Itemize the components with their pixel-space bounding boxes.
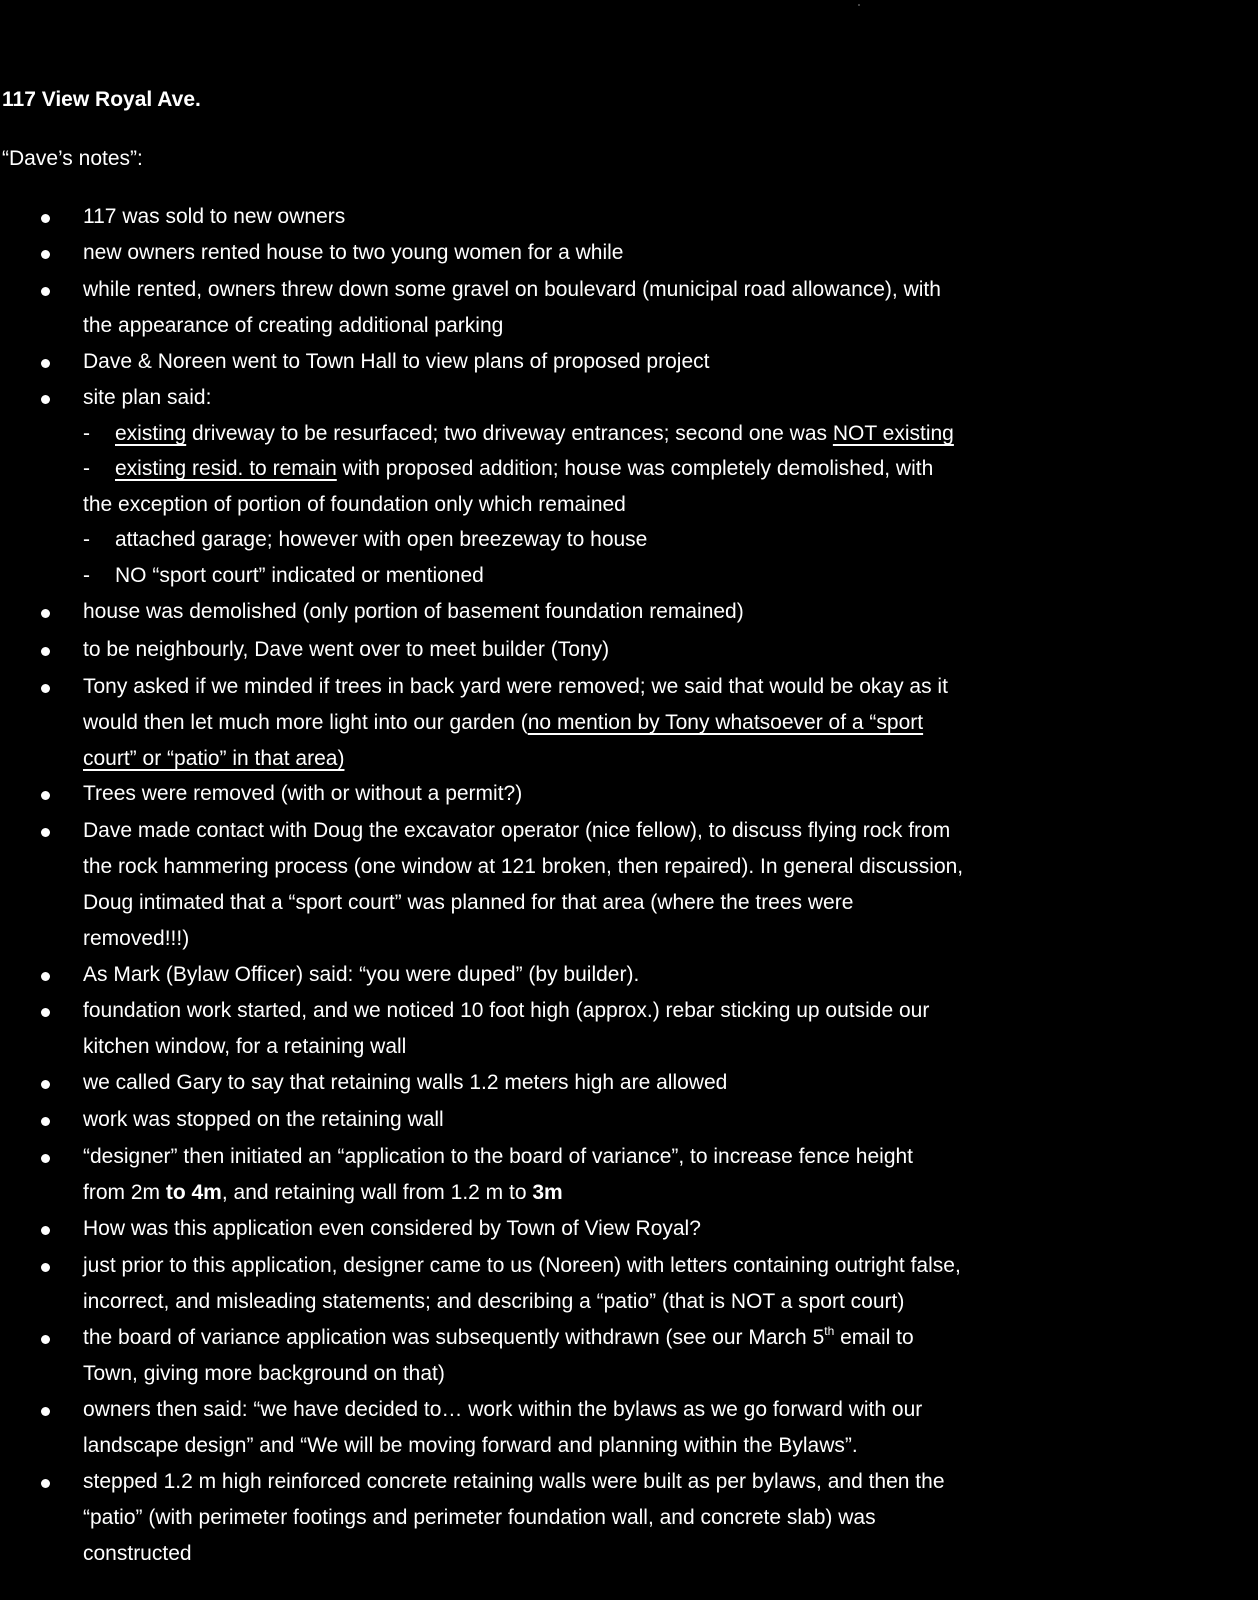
bullet-icon — [41, 684, 50, 693]
item-text-line — [83, 1175, 1193, 1211]
list-item — [83, 957, 1193, 993]
item-text: “designer” then initiated an “application to the board of variance”, to increase fence height — [83, 1145, 914, 1168]
bullet-icon — [41, 1117, 50, 1126]
item-text: work was stopped on the retaining wall — [83, 1108, 444, 1131]
list-item — [83, 993, 1193, 1065]
list-item — [83, 776, 1193, 812]
bullet-icon — [41, 250, 50, 259]
item-text: How was this application even considered by Town of View Royal? — [83, 1217, 701, 1240]
item-text: Dave made contact with Doug the excavator operator (nice fellow), to discuss flying rock from — [83, 819, 951, 842]
dash-marker: - — [83, 422, 90, 445]
underlined-text: NOT existing — [832, 422, 954, 445]
underlined-text: existing resid. to remain — [115, 457, 337, 480]
bullet-icon — [41, 1226, 50, 1235]
item-text: just prior to this application, designer came to us (Noreen) with letters containing outright false, — [83, 1254, 961, 1277]
list-item — [83, 1065, 1193, 1101]
item-text: Dave & Noreen went to Town Hall to view plans of proposed project — [83, 350, 710, 373]
item-text: the rock hammering process (one window at 121 broken, then repaired). In general discussion, — [83, 855, 964, 878]
bullet-icon — [41, 1335, 50, 1344]
item-text: from 2m — [83, 1181, 166, 1204]
item-text: foundation work started, and we noticed 10 foot high (approx.) rebar sticking up outside our — [83, 999, 930, 1022]
item-text-line — [83, 1320, 1193, 1356]
bullet-icon — [41, 1263, 50, 1272]
bullet-icon — [41, 609, 50, 618]
list-item — [83, 1320, 1193, 1392]
bold-text: 3m — [532, 1181, 563, 1204]
item-text-line — [83, 705, 1193, 741]
sub-item-text: NO “sport court” indicated or mentioned — [115, 564, 484, 587]
list-item — [83, 199, 1193, 235]
dash-marker: - — [83, 564, 90, 587]
item-text: Town, giving more background on that) — [83, 1362, 445, 1385]
list-item — [83, 272, 1193, 344]
bullet-icon — [41, 647, 50, 656]
sub-item — [83, 416, 954, 452]
item-text: house was demolished (only portion of basement foundation remained) — [83, 600, 744, 623]
item-text: landscape design” and “We will be moving forward and planning within the Bylaws”. — [83, 1434, 858, 1457]
bullet-icon — [41, 1407, 50, 1416]
list-item — [83, 235, 1193, 271]
sub-item-text: with proposed addition; house was completely demolished, with — [336, 457, 934, 480]
sub-item — [83, 558, 484, 594]
bullet-icon — [41, 791, 50, 800]
item-text: we called Gary to say that retaining walls 1.2 meters high are allowed — [83, 1071, 728, 1094]
sub-item-text: driveway to be resurfaced; two driveway entrances; second one was — [186, 422, 833, 445]
list-item — [83, 1211, 1193, 1247]
item-text: constructed — [83, 1542, 192, 1565]
item-text: stepped 1.2 m high reinforced concrete retaining walls were built as per bylaws, and then the — [83, 1470, 945, 1493]
item-text: site plan said: — [83, 386, 212, 409]
bullet-icon — [41, 359, 50, 368]
item-text: to be neighbourly, Dave went over to meet builder (Tony) — [83, 638, 610, 661]
bold-text: to 4m — [165, 1181, 222, 1204]
document-title: 117 View Royal Ave. — [2, 88, 201, 111]
sub-item-text: attached garage; however with open breezeway to house — [115, 528, 648, 551]
item-text: owners then said: “we have decided to… work within the bylaws as we go forward with our — [83, 1398, 923, 1421]
bullet-icon — [41, 1154, 50, 1163]
underlined-text: no mention by Tony whatsoever of a “sport — [527, 711, 924, 734]
item-text: incorrect, and misleading statements; and describing a “patio” (that is NOT a sport court) — [83, 1290, 905, 1313]
bullet-icon — [41, 1479, 50, 1488]
underlined-text: existing — [115, 422, 187, 445]
item-text: “patio” (with perimeter footings and perimeter foundation wall, and concrete slab) was — [83, 1506, 876, 1529]
item-text: Tony asked if we minded if trees in back yard were removed; we said that would be okay as it — [83, 675, 948, 698]
list-item — [83, 1102, 1193, 1138]
list-item — [83, 1392, 1193, 1464]
dash-marker: - — [83, 457, 90, 480]
sub-item — [83, 451, 933, 487]
item-text: email to — [834, 1326, 914, 1349]
list-item — [83, 1464, 1193, 1572]
item-text-line — [83, 741, 1193, 777]
item-text: the board of variance application was subsequently withdrawn (see our March 5 — [83, 1326, 825, 1349]
item-text: would then let much more light into our garden ( — [83, 711, 528, 734]
item-text: Doug intimated that a “sport court” was planned for that area (where the trees were — [83, 891, 854, 914]
list-item — [83, 344, 1193, 380]
bullet-icon — [41, 1080, 50, 1089]
document-subtitle: “Dave’s notes”: — [2, 147, 143, 170]
sub-item — [83, 522, 647, 558]
list-item — [83, 1248, 1193, 1320]
bullet-icon — [41, 287, 50, 296]
list-item — [83, 594, 1193, 630]
item-text: kitchen window, for a retaining wall — [83, 1035, 407, 1058]
item-text: new owners rented house to two young women for a while — [83, 241, 624, 264]
item-text: the appearance of creating additional parking — [83, 314, 504, 337]
dash-marker: - — [83, 528, 90, 551]
sub-item-continuation: the exception of portion of foundation only which remained — [83, 493, 626, 516]
list-item — [83, 669, 1193, 777]
underlined-text: court” or “patio” in that area) — [83, 747, 345, 770]
item-text: while rented, owners threw down some gravel on boulevard (municipal road allowance), with — [83, 278, 941, 301]
item-text: As Mark (Bylaw Officer) said: “you were duped” (by builder). — [83, 963, 640, 986]
bullet-icon — [41, 395, 50, 404]
item-text: removed!!!) — [83, 927, 190, 950]
list-item — [83, 380, 1193, 416]
scan-speck — [858, 4, 860, 6]
bullet-icon — [41, 214, 50, 223]
item-text: , and retaining wall from 1.2 m to — [221, 1181, 533, 1204]
list-item — [83, 1139, 1193, 1211]
item-text: Trees were removed (with or without a permit?) — [83, 782, 523, 805]
item-text: 117 was sold to new owners — [83, 205, 346, 228]
bullet-icon — [41, 1008, 50, 1017]
list-item — [83, 813, 1193, 957]
superscript: th — [824, 1324, 835, 1338]
bullet-icon — [41, 972, 50, 981]
list-item — [83, 632, 1193, 668]
bullet-icon — [41, 828, 50, 837]
